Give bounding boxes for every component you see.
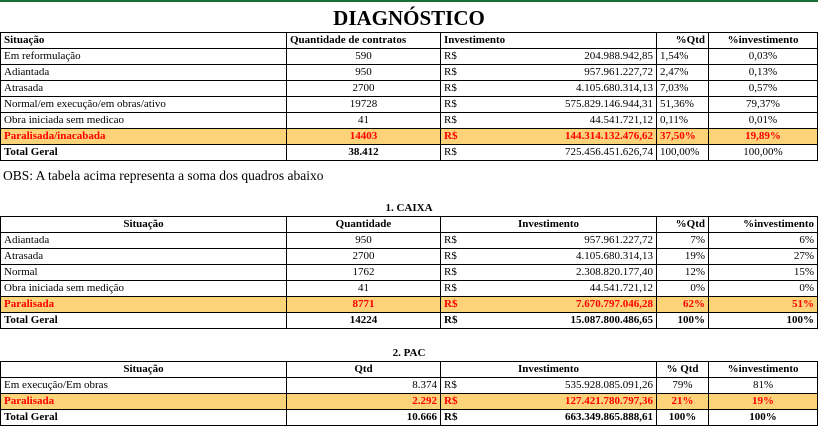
cell-situacao: Paralisada/inacabada [1,129,287,145]
cell-pct-investimento: 0% [709,281,818,297]
cell-qtd: 19728 [287,97,441,113]
cell-pct-investimento: 0,03% [709,49,818,65]
cell-investimento: 204.988.942,85 [503,49,657,65]
table-row [1,65,818,81]
table-row [1,378,818,394]
diagnostico-table [0,4,818,161]
cell-currency: R$ [441,129,503,145]
cell-investimento: 44.541.721,12 [503,281,657,297]
cell-investimento: 4.105.680.314,13 [503,249,657,265]
cell-situacao: Obra iniciada sem medição [1,281,287,297]
cell-currency: R$ [441,265,503,281]
table-row [1,281,818,297]
cell-situacao: Atrasada [1,81,287,97]
header-situacao: Situação [1,362,287,378]
cell-pct-investimento: 0,01% [709,113,818,129]
cell-pct-qtd: 51,36% [657,97,709,113]
header-pct-qtd: %Qtd [657,33,709,49]
cell-currency: R$ [441,113,503,129]
table-row [1,233,818,249]
cell-qtd: 2.292 [287,394,441,410]
cell-pct-investimento: 51% [709,297,818,313]
cell-pct-qtd: 100% [657,313,709,329]
cell-investimento: 7.670.797.046,28 [503,297,657,313]
cell-investimento: 725.456.451.626,74 [503,145,657,161]
header-qtd: Qtd [287,362,441,378]
header-quantidade: Quantidade [287,217,441,233]
cell-pct-investimento: 100% [709,313,818,329]
cell-investimento: 575.829.146.944,31 [503,97,657,113]
cell-qtd: 14224 [287,313,441,329]
total-row [1,410,818,426]
cell-pct-qtd: 100% [657,410,709,426]
cell-currency: R$ [441,145,503,161]
cell-pct-qtd: 79% [657,378,709,394]
caixa-table [0,201,818,329]
cell-situacao: Em execução/Em obras [1,378,287,394]
header-investimento: Investimento [441,362,657,378]
cell-investimento: 957.961.227,72 [503,233,657,249]
cell-pct-investimento: 19,89% [709,129,818,145]
cell-investimento: 127.421.780.797,36 [503,394,657,410]
cell-pct-qtd: 2,47% [657,65,709,81]
cell-pct-investimento: 81% [709,378,818,394]
header-investimento: Investimento [441,33,657,49]
table-row [1,265,818,281]
cell-pct-qtd: 62% [657,297,709,313]
cell-pct-qtd: 21% [657,394,709,410]
cell-currency: R$ [441,410,503,426]
cell-investimento: 663.349.865.888,61 [503,410,657,426]
cell-qtd: 10.666 [287,410,441,426]
highlighted-row [1,394,818,410]
cell-pct-investimento: 0,13% [709,65,818,81]
header-quantidade: Quantidade de contratos [287,33,441,49]
cell-qtd: 2700 [287,81,441,97]
cell-currency: R$ [441,81,503,97]
table-row [1,81,818,97]
cell-pct-qtd: 19% [657,249,709,265]
cell-currency: R$ [441,65,503,81]
cell-investimento: 144.314.132.476,62 [503,129,657,145]
cell-pct-investimento: 6% [709,233,818,249]
cell-pct-qtd: 7,03% [657,81,709,97]
header-situacao: Situação [1,217,287,233]
total-row [1,313,818,329]
table-row [1,113,818,129]
cell-currency: R$ [441,281,503,297]
cell-pct-qtd: 37,50% [657,129,709,145]
cell-currency: R$ [441,233,503,249]
obs-note: OBS: A tabela acima representa a soma dos quadros abaixo [3,168,324,183]
cell-pct-qtd: 7% [657,233,709,249]
cell-investimento: 44.541.721,12 [503,113,657,129]
cell-qtd: 950 [287,65,441,81]
cell-pct-investimento: 100% [709,410,818,426]
table-row [1,97,818,113]
highlighted-row [1,297,818,313]
section-title-pac: 2. PAC [1,346,818,362]
cell-qtd: 2700 [287,249,441,265]
cell-currency: R$ [441,97,503,113]
cell-currency: R$ [441,297,503,313]
cell-pct-qtd: 0,11% [657,113,709,129]
table-header-row [1,217,818,233]
cell-situacao: Total Geral [1,410,287,426]
table-row [1,249,818,265]
cell-qtd: 14403 [287,129,441,145]
page-title: DIAGNÓSTICO [333,6,485,30]
pac-table [0,346,818,426]
cell-situacao: Adiantada [1,65,287,81]
cell-pct-qtd: 0% [657,281,709,297]
cell-currency: R$ [441,49,503,65]
cell-currency: R$ [441,249,503,265]
cell-currency: R$ [441,394,503,410]
cell-pct-investimento: 27% [709,249,818,265]
cell-qtd: 8.374 [287,378,441,394]
header-pct-investimento: %investimento [709,362,818,378]
cell-pct-investimento: 19% [709,394,818,410]
cell-situacao: Paralisada [1,394,287,410]
cell-qtd: 41 [287,281,441,297]
cell-situacao: Paralisada [1,297,287,313]
header-investimento: Investimento [441,217,657,233]
cell-situacao: Total Geral [1,145,287,161]
table-row [1,49,818,65]
cell-pct-qtd: 12% [657,265,709,281]
cell-pct-qtd: 100,00% [657,145,709,161]
cell-pct-qtd: 1,54% [657,49,709,65]
cell-pct-investimento: 79,37% [709,97,818,113]
top-border-line [0,0,818,2]
cell-investimento: 4.105.680.314,13 [503,81,657,97]
section-title-caixa: 1. CAIXA [1,201,818,217]
cell-qtd: 8771 [287,297,441,313]
cell-pct-investimento: 100,00% [709,145,818,161]
cell-qtd: 950 [287,233,441,249]
table-header-row [1,33,818,49]
cell-situacao: Atrasada [1,249,287,265]
cell-investimento: 2.308.820.177,40 [503,265,657,281]
cell-pct-investimento: 0,57% [709,81,818,97]
cell-situacao: Normal/em execução/em obras/ativo [1,97,287,113]
header-pct-qtd: %Qtd [657,217,709,233]
cell-situacao: Obra iniciada sem medicao [1,113,287,129]
cell-currency: R$ [441,378,503,394]
cell-qtd: 41 [287,113,441,129]
header-pct-qtd: % Qtd [657,362,709,378]
cell-qtd: 38.412 [287,145,441,161]
cell-investimento: 535.928.085.091,26 [503,378,657,394]
cell-investimento: 957.961.227,72 [503,65,657,81]
header-situacao: Situação [1,33,287,49]
header-pct-investimento: %investimento [709,217,818,233]
cell-situacao: Total Geral [1,313,287,329]
cell-pct-investimento: 15% [709,265,818,281]
cell-situacao: Normal [1,265,287,281]
cell-currency: R$ [441,313,503,329]
total-row [1,145,818,161]
highlighted-row [1,129,818,145]
cell-investimento: 15.087.800.486,65 [503,313,657,329]
cell-qtd: 590 [287,49,441,65]
cell-situacao: Adiantada [1,233,287,249]
cell-qtd: 1762 [287,265,441,281]
cell-situacao: Em reformulação [1,49,287,65]
table-header-row [1,362,818,378]
header-pct-investimento: %investimento [709,33,818,49]
